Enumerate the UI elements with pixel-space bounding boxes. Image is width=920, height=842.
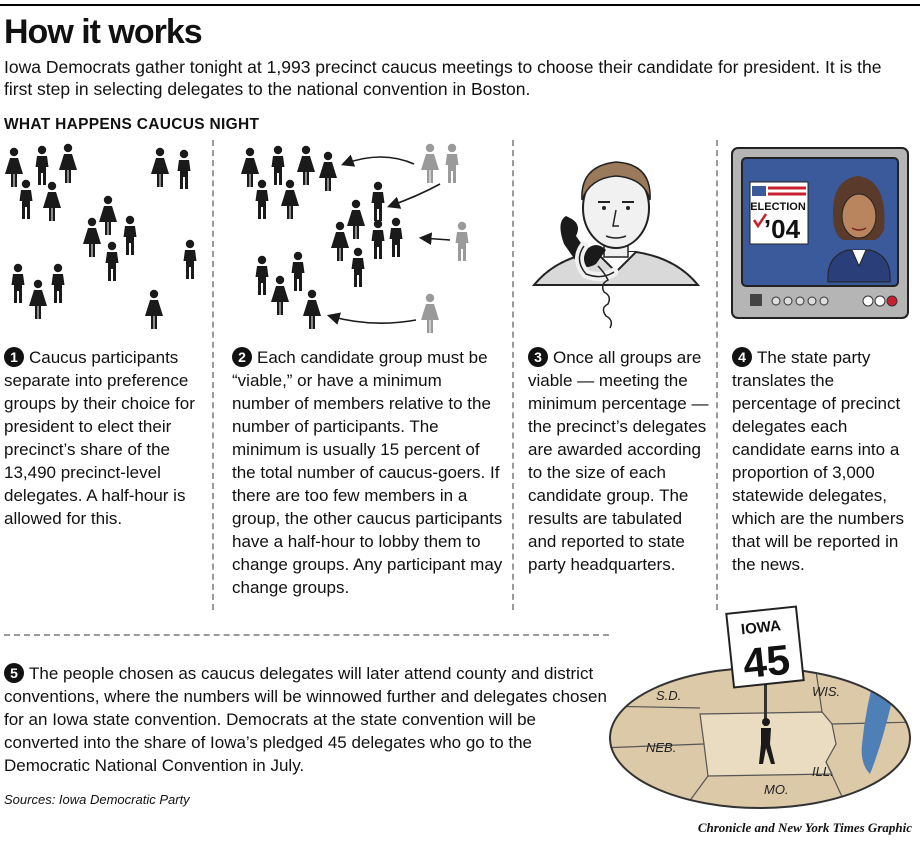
column-divider-2 [512,140,514,610]
phone-call-illustration [526,140,706,335]
step-4-number: 4 [732,347,752,367]
map-label-wis: WIS. [812,684,841,699]
sign-number-text: 45 [740,635,793,688]
column-divider-3 [716,140,718,610]
step-1-text: Caucus participants separate into preference groups by their choice for president to elect their precinct’s share of the 13,490 precinct-level delegates. A half-hour is allowed for this. [4,348,195,528]
viability-illustration [222,140,507,340]
sign-state-text: IOWA [740,617,782,639]
step-3 [528,346,710,576]
step-2 [232,346,504,599]
tv-news-illustration [730,146,910,321]
top-rule [0,4,920,6]
iowa-map-illustration [600,604,918,814]
map-label-sd: S.D. [656,688,682,703]
caucus-groups-illustration [0,140,210,340]
map-label-ill: ILL. [812,764,834,779]
map-label-mo: MO. [764,782,789,797]
step-5 [4,662,614,777]
row-divider [4,634,609,636]
step-3-text: Once all groups are viable — meeting the minimum percentage — the precinct’s delegates are awarded according to the size of each candidate group. The results are tabulated and reported to state party headquarters. [528,348,709,574]
map-label-neb: NEB. [646,740,677,755]
step-2-text: Each candidate group must be “viable,” or have a minimum number of members relative to the number of participants. The minimum is usually 15 percent of the total number of caucus-goers. If there are too few members in a group, the other caucus participants have a half-hour to lobby them to change groups. Any participant may change groups. [232,348,503,597]
tv-election-text: ELECTION [750,201,806,213]
section-heading: WHAT HAPPENS CAUCUS NIGHT [4,116,260,133]
tv-year-text: ’04 [763,214,801,244]
sources-note: Sources: Iowa Democratic Party [4,792,190,807]
step-4 [732,346,912,576]
graphic-credit: Chronicle and New York Times Graphic [697,820,912,835]
step-1-number: 1 [4,347,24,367]
step-1 [4,346,209,530]
step-4-text: The state party translates the percentage of precinct delegates each candidate earns into a proportion of 3,000 statewide delegates, which are the numbers that will be reported in the news. [732,348,904,574]
intro-text: Iowa Democrats gather tonight at 1,993 precinct caucus meetings to choose their candidate for president. It is the first step in selecting delegates to the national convention in Boston. [4,57,882,99]
step-5-text: The people chosen as caucus delegates will later attend county and district conventions, where the numbers will be winnowed further and delegates chosen for an Iowa state convention. Democrats at the state convention will be converted into the share of Iowa’s pledged 45 delegates who go to the Democratic National Convention in July. [4,664,607,775]
step-5-number: 5 [4,663,24,683]
step-3-number: 3 [528,347,548,367]
step-2-number: 2 [232,347,252,367]
page-title: How it works [4,13,202,51]
column-divider-1 [212,140,214,610]
